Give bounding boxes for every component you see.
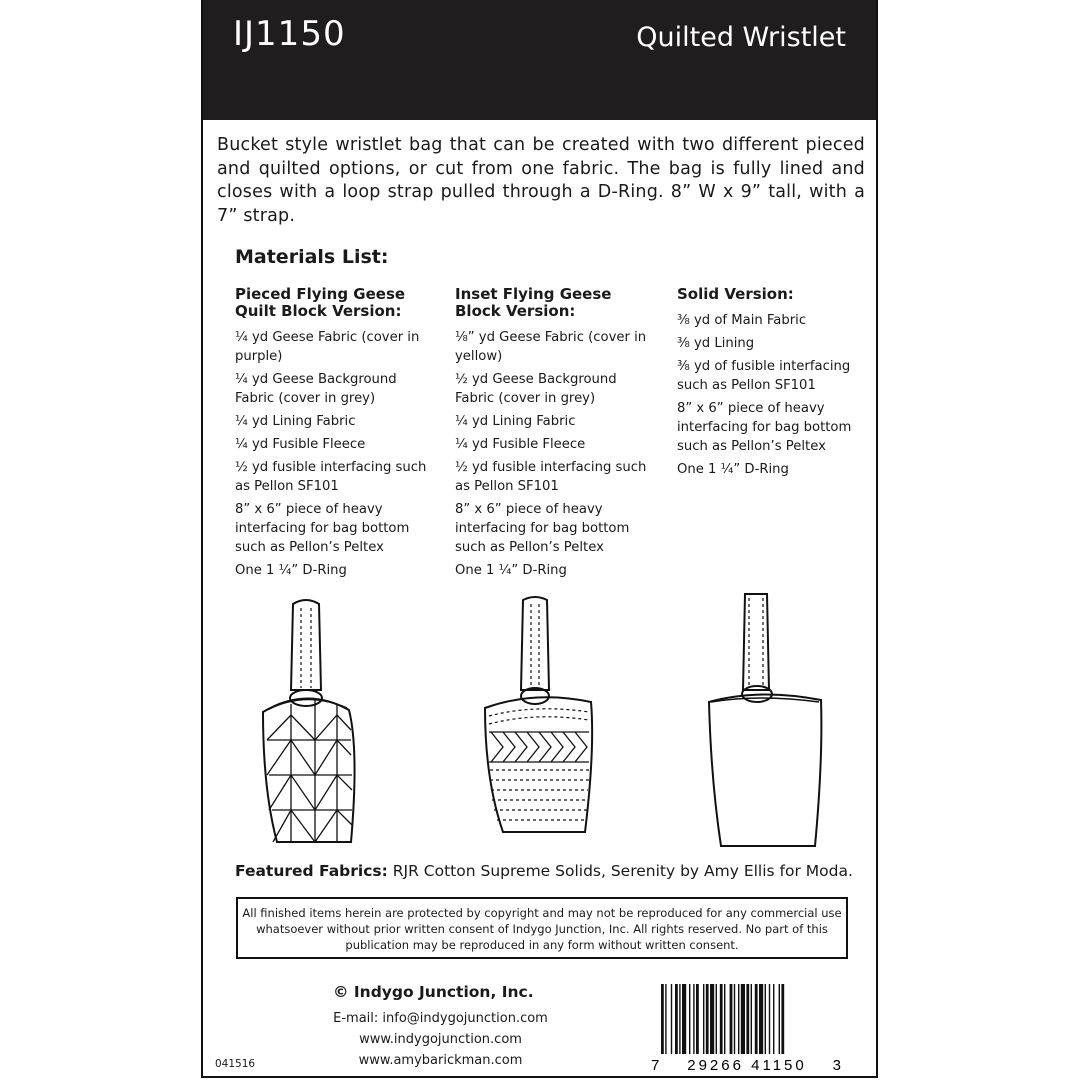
barcode-bar bbox=[682, 984, 686, 1054]
barcode-bar bbox=[671, 984, 672, 1054]
barcode-last-digit: 3 bbox=[832, 1057, 841, 1074]
solid-wristlet-illustration bbox=[693, 590, 883, 855]
material-item: ¼ yd Lining Fabric bbox=[235, 414, 356, 429]
pieced-wristlet-illustration bbox=[251, 590, 441, 855]
material-item: 8” x 6” piece of heavy interfacing for bag bottom such as Pellon’s Peltex bbox=[455, 502, 630, 555]
barcode-bar bbox=[675, 984, 678, 1054]
material-item: ¼ yd Fusible Fleece bbox=[235, 437, 366, 452]
website-link: www.amybarickman.com bbox=[358, 1053, 523, 1068]
column-heading: Solid Version: bbox=[677, 285, 794, 303]
material-item: One 1 ¼” D-Ring bbox=[235, 563, 347, 578]
materials-column-pieced bbox=[235, 286, 435, 584]
material-item: ⅛” yd Geese Fabric (cover in yellow) bbox=[455, 330, 647, 364]
email-text: E-mail: info@indygojunction.com bbox=[333, 1011, 548, 1026]
barcode-bar bbox=[716, 984, 717, 1054]
material-item: ½ yd fusible interfacing such as Pellon SF101 bbox=[455, 460, 647, 494]
barcode-bar bbox=[706, 984, 709, 1054]
materials-heading: Materials List: bbox=[235, 246, 389, 268]
description: Bucket style wristlet bag that can be created with two different pieced and quilted options, or cut from one fabric. The bag is fully lined and closes with a loop strap pulled through a D-Ring. 8” W x 9” tall, with a 7” strap. bbox=[217, 135, 865, 226]
barcode-bar bbox=[738, 984, 739, 1054]
barcode-bar bbox=[773, 984, 774, 1054]
barcode-bar bbox=[661, 984, 664, 1054]
material-item: One 1 ¼” D-Ring bbox=[677, 462, 789, 477]
barcode-bar bbox=[689, 984, 690, 1054]
barcode-bar bbox=[755, 984, 758, 1054]
barcode-bar bbox=[759, 984, 763, 1054]
pattern-number: IJ1150 bbox=[233, 14, 346, 54]
pattern-title: Quilted Wristlet bbox=[636, 22, 846, 53]
barcode-bar bbox=[679, 984, 680, 1054]
material-item: ½ yd fusible interfacing such as Pellon SF101 bbox=[235, 460, 427, 494]
barcode bbox=[647, 982, 847, 1074]
material-item: 8” x 6” piece of heavy interfacing for bag bottom such as Pellon’s Peltex bbox=[677, 401, 852, 454]
pattern-back-cover bbox=[201, 0, 878, 1078]
barcode-bar bbox=[710, 984, 714, 1054]
company-name: © Indygo Junction, Inc. bbox=[333, 983, 534, 1001]
material-item: ⅜ yd of fusible interfacing such as Pellon SF101 bbox=[677, 359, 851, 393]
material-item: One 1 ¼” D-Ring bbox=[455, 563, 567, 578]
website-link: www.indygojunction.com bbox=[359, 1032, 522, 1047]
barcode-first-digit: 7 bbox=[651, 1057, 660, 1074]
materials-column-inset bbox=[455, 286, 655, 584]
header-bar bbox=[203, 0, 876, 120]
material-item: ¼ yd Fusible Fleece bbox=[455, 437, 586, 452]
material-item: ½ yd Geese Background Fabric (cover in grey) bbox=[455, 372, 617, 406]
barcode-bar bbox=[724, 984, 725, 1054]
material-item: ¼ yd Geese Background Fabric (cover in grey) bbox=[235, 372, 397, 406]
barcode-bar bbox=[779, 984, 780, 1054]
material-item: ¼ yd Geese Fabric (cover in purple) bbox=[235, 330, 420, 364]
barcode-bar bbox=[751, 984, 752, 1054]
material-item: 8” x 6” piece of heavy interfacing for bag bottom such as Pellon’s Peltex bbox=[235, 502, 410, 555]
material-item: ⅜ yd Lining bbox=[677, 336, 755, 351]
copyright-notice: All finished items herein are protected by copyright and may not be reproduced for any commercial use whatsoever without prior written consent of Indygo Junction, Inc. All rights reserved. No part of this publication may be reproduced in any form without written consent. bbox=[236, 897, 848, 959]
contact-info bbox=[323, 1008, 558, 1071]
barcode-bar bbox=[746, 984, 749, 1054]
barcode-bar bbox=[765, 984, 766, 1054]
materials-column-solid bbox=[677, 286, 877, 483]
barcode-bar bbox=[741, 984, 745, 1054]
barcode-digits: 29266 41150 bbox=[687, 1057, 807, 1074]
barcode-bar bbox=[703, 984, 704, 1054]
material-item: ¼ yd Lining Fabric bbox=[455, 414, 576, 429]
column-heading: Pieced Flying Geese Quilt Block Version: bbox=[235, 285, 406, 320]
barcode-bar bbox=[734, 984, 735, 1054]
material-item: ⅜ yd of Main Fabric bbox=[677, 313, 807, 328]
barcode-bar bbox=[730, 984, 733, 1054]
barcode-bar bbox=[696, 984, 699, 1054]
barcode-bar bbox=[693, 984, 694, 1054]
featured-text: RJR Cotton Supreme Solids, Serenity by Amy Ellis for Moda. bbox=[392, 862, 853, 880]
print-code: 041516 bbox=[215, 1058, 256, 1070]
barcode-bar bbox=[781, 984, 784, 1054]
inset-wristlet-illustration bbox=[473, 590, 663, 855]
column-heading: Inset Flying Geese Block Version: bbox=[455, 285, 612, 320]
barcode-bar bbox=[720, 984, 723, 1054]
featured-label: Featured Fabrics: bbox=[235, 862, 388, 880]
barcode-bar bbox=[769, 984, 770, 1054]
barcode-bar bbox=[665, 984, 666, 1054]
featured-fabrics bbox=[235, 862, 865, 880]
